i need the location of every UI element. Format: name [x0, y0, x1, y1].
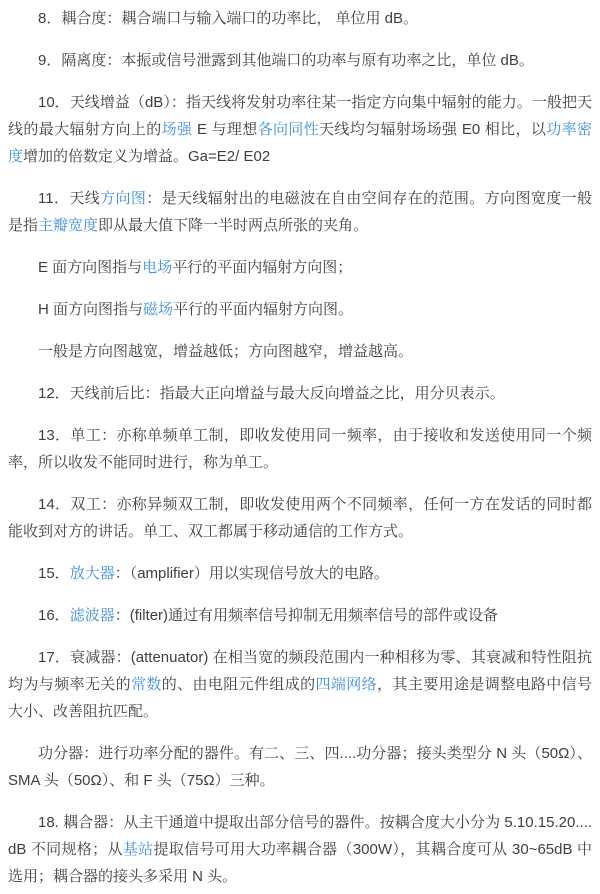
inline-link[interactable]: 场强	[161, 121, 193, 138]
text-run: 9．隔离度：本振或信号泄露到其他端口的功率与原有功率之比，单位 dB。	[38, 52, 534, 69]
paragraph-item-17-attenuator	[8, 644, 592, 725]
text-run: 平行的平面内辐射方向图。	[173, 301, 354, 318]
text-run: 12．天线前后比：指最大正向增益与最大反向增益之比，用分贝表示。	[38, 385, 505, 402]
paragraph-item-10-antenna-gain	[8, 89, 592, 170]
paragraph-item-14-duplex	[8, 491, 592, 545]
paragraph-item-16-filter	[8, 602, 592, 629]
inline-link[interactable]: 主瓣宽度	[38, 217, 99, 234]
text-run: 的、由电阻元件组成的	[161, 676, 316, 693]
inline-link[interactable]: 放大器	[69, 565, 115, 582]
text-run: 10．天线增益（dB）：指天线将发射功率往某一指定方向集中辐射的能力。一般把天线的最大辐射方向上的	[8, 94, 592, 138]
text-run: 11．天线	[38, 190, 101, 207]
inline-link[interactable]: 滤波器	[69, 607, 115, 624]
text-run: 16．	[38, 607, 70, 624]
text-run: 13．单工：亦称单频单工制，即收发使用同一频率，由于接收和发送使用同一个频率，所以收发不能同时进行，称为单工。	[8, 427, 592, 471]
paragraph-item-13-simplex	[8, 422, 592, 476]
text-run: 平行的平面内辐射方向图；	[172, 259, 353, 276]
paragraph-power-divider	[8, 740, 592, 794]
paragraph-h-plane-pattern	[8, 296, 592, 323]
paragraph-item-9-isolation	[8, 47, 592, 74]
inline-link[interactable]: 电场	[142, 259, 173, 276]
text-run: 18. 耦合器：从主干通道中提取出部分信号的器件。按耦合度大小分为 5.10.15.20.... dB 不同规格；从	[8, 814, 592, 858]
inline-link[interactable]: 功率密度	[8, 121, 592, 165]
text-run: ，其主要用途是调整电路中信号大小、改善阻抗匹配。	[8, 676, 592, 720]
paragraph-item-18-coupler	[8, 809, 592, 890]
inline-link[interactable]: 磁场	[143, 301, 174, 318]
text-run: ：是天线辐射出的电磁波在自由空间存在的范围。方向图宽度一般是指	[8, 190, 592, 234]
paragraph-item-11-radiation-pattern	[8, 185, 592, 239]
text-run: 提取信号可用大功率耦合器（300W），其耦合度可从 30~65dB 中选用；耦合器的接头多采用 N 头。	[8, 841, 592, 885]
text-run: ：(filter)通过有用频率信号抑制无用频率信号的部件或设备	[114, 607, 499, 624]
inline-link[interactable]: 常数	[131, 676, 162, 693]
text-run: 增加的倍数定义为增益。Ga=E2/ E02	[23, 148, 271, 165]
text-run: E 与理想	[192, 121, 258, 138]
text-run: 15．	[38, 565, 70, 582]
text-run: 功分器：进行功率分配的器件。有二、三、四....功分器；接头类型分 N 头（50Ω）、SMA 头（50Ω）、和 F 头（75Ω）三种。	[8, 745, 592, 789]
paragraph-item-15-amplifier	[8, 560, 592, 587]
inline-link[interactable]: 各向同性	[257, 121, 320, 138]
paragraph-item-8-coupling-degree	[8, 5, 592, 32]
paragraph-pattern-gain-note	[8, 338, 592, 365]
inline-link[interactable]: 四端网络	[315, 676, 378, 693]
text-run: H 面方向图指与	[38, 301, 144, 318]
text-run: 14．双工：亦称异频双工制，即收发使用两个不同频率，任何一方在发话的同时都能收到对方的讲话。单工、双工都属于移动通信的工作方式。	[8, 496, 592, 540]
text-run: 17．衰减器：(attenuator) 在相当宽的频段范围内一种相移为零、其衰减和特性阻抗均为与频率无关的	[8, 649, 592, 693]
inline-link[interactable]: 基站	[122, 841, 154, 858]
text-run: ：（amplifier）用以实现信号放大的电路。	[114, 565, 389, 582]
text-run: 天线均匀辐射场场强 E0 相比，以	[319, 121, 547, 138]
text-run: 即从最大值下降一半时两点所张的夹角。	[98, 217, 369, 234]
text-run: E 面方向图指与	[38, 259, 143, 276]
text-run: 8．耦合度：耦合端口与输入端口的功率比， 单位用 dB。	[38, 10, 419, 27]
inline-link[interactable]: 方向图	[100, 190, 147, 207]
paragraph-e-plane-pattern	[8, 254, 592, 281]
text-run: 一般是方向图越宽，增益越低；方向图越窄，增益越高。	[38, 343, 414, 360]
paragraph-item-12-front-to-back-ratio	[8, 380, 592, 407]
